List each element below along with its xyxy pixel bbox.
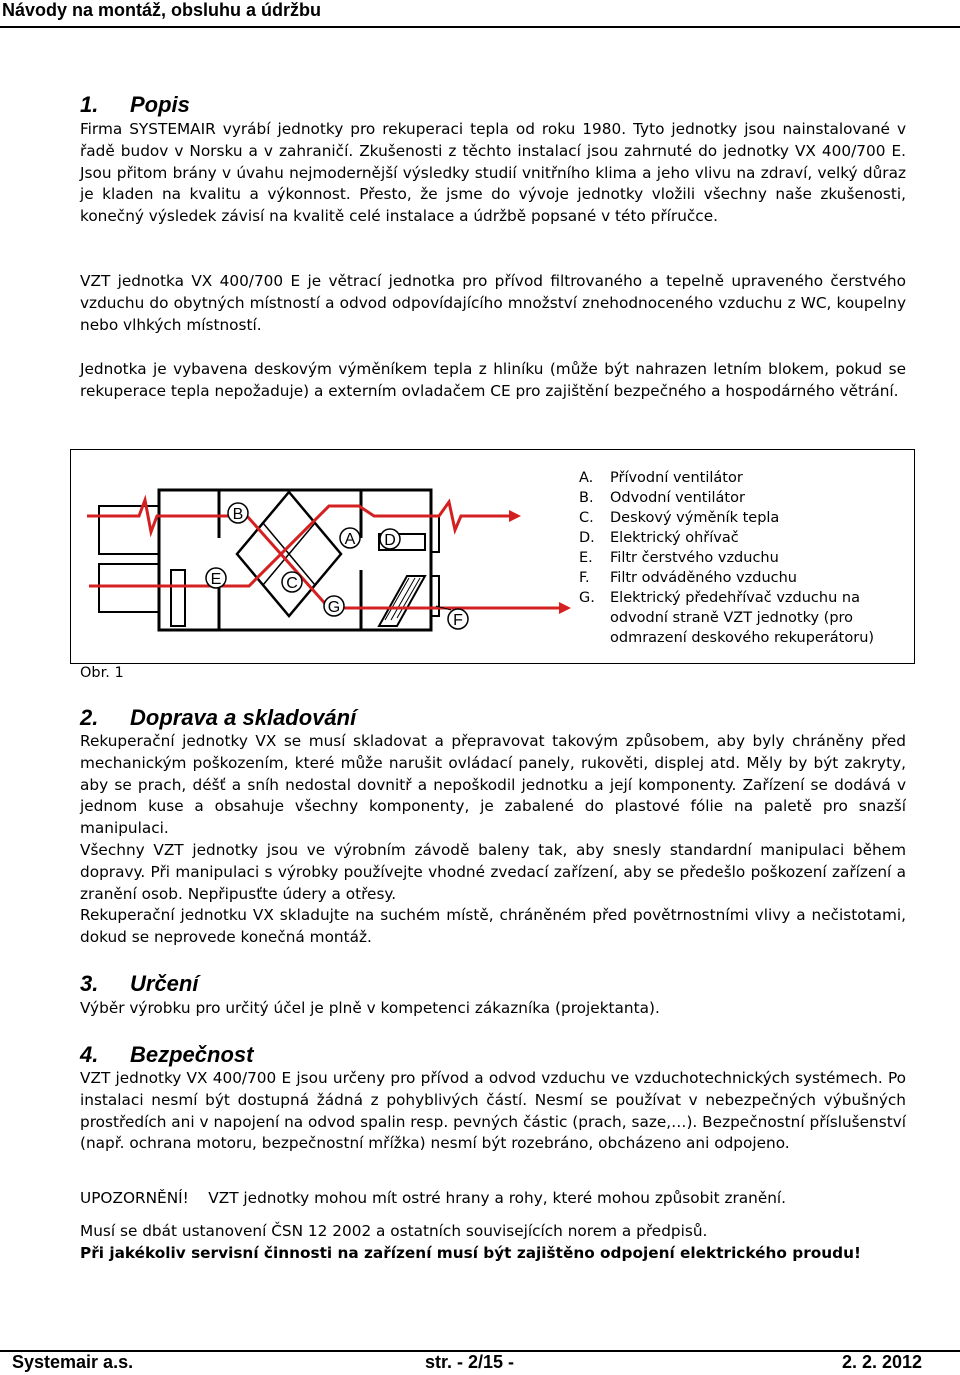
legend-item: G. Elektrický předehřívač vzduchu na odvodní straně VZT jednotky (pro odmrazení deskového rekuperátoru): [579, 590, 875, 646]
legend-item: A. Přívodní ventilátor: [579, 470, 743, 486]
section-3-heading: [80, 971, 906, 997]
section-1-paragraph-1: Firma SYSTEMAIR vyrábí jednotky pro rekuperaci tepla od roku 1980. Tyto jednotky jsou nainstalované v řadě budov v Norsku a v zahraničí. Zkušenosti z těchto instalací jsou zahrnuté do jednotky VX 400/700 E. Jsou přitom brány v úvahu nejmodernější výsledky studií vnitřního klima a jeho vlivu na zdraví, velký důraz je kladen na kvalitu a výkonnost. Přesto, že jsme do vývoje jednotky vložili všechny naše zkušenosti, konečný výsledek závisí na kvalitě celé instalace a údržbě popsané v této příručce.: [80, 120, 906, 226]
section-2-title: Doprava a skladování: [130, 705, 357, 730]
section-1-heading: [80, 92, 906, 118]
section-1-title: Popis: [130, 92, 190, 117]
label-b: B: [232, 506, 244, 523]
footer-company: Systemair a.s.: [12, 1352, 134, 1372]
hatch-line: [385, 578, 409, 620]
airflow-supply-arrow: [509, 510, 521, 522]
section-2-paragraph-2: Všechny VZT jednotky jsou ve výrobním závodě baleny tak, aby snesly standardní manipulaci během dopravy. Při manipulaci s výrobky používejte vhodné zvedací zařízení, aby se předešlo poškození zařízení a zranění osob. Nepřipusťte údery a otřesy.: [80, 840, 906, 903]
section-1-number: 1.: [80, 92, 99, 117]
footer-page: str. - 2/15 -: [425, 1352, 515, 1372]
header-title: Návody na montáž, obsluhu a údržbu: [2, 0, 322, 20]
section-4-paragraph-2: Musí se dbát ustanovení ČSN 12 2002 a ostatních souvisejících norem a předpisů.: [80, 1222, 708, 1240]
label-c: C: [286, 575, 298, 592]
section-1-p2-block: [80, 271, 906, 336]
section-4-paragraph-1: VZT jednotky VX 400/700 E jsou určeny pro přívod a odvod vzduchu ve vzduchotechnických systémech. Po instalaci nesmí být dostupná žádná z pohyblivých částí. Nesmí se používat v nebezpečných výbušných prostředích ani v napojení na odvod spalin resp. pevných částic (prach, saze,…). Bezpečnostní příslušenství (např. ochrana motoru, bezpečnostní mřížka) nesmí být rozebráno, obcházeno ani odpojeno.: [80, 1069, 906, 1153]
section-4-body: [80, 1068, 906, 1155]
legend-item: F. Filtr odváděného vzduchu: [579, 570, 797, 586]
figure-caption: Obr. 1: [80, 665, 124, 681]
duct-left-bottom: [99, 564, 159, 612]
legend-item: B. Odvodní ventilátor: [579, 490, 745, 506]
section-2-heading: [80, 705, 906, 731]
filter-e-shape: [171, 570, 185, 626]
label-g: G: [327, 599, 341, 616]
section-4-title: Bezpečnost: [130, 1042, 254, 1067]
figure-legend: [579, 468, 899, 648]
legend-item: D. Elektrický ohřívač: [579, 530, 739, 546]
warning-line: [80, 1188, 906, 1210]
page-header: [0, 0, 960, 28]
label-d: D: [384, 532, 396, 549]
section-2-number: 2.: [80, 705, 99, 730]
figure-box: [70, 449, 915, 664]
section-2-paragraph-1: Rekuperační jednotky VX se musí skladovat a přepravovat takovým způsobem, aby byly chráněny před mechanickým poškozením, které může narušit ovládací panely, rukověti, displej atd. Měly by být zakryty, aby se prach, déšť a sníh nedostal dovnitř a nepoškodil jednotku a její komponenty. Zařízení se dodává v jednom kuse a obsahuje všechny komponenty, je zabalené do plastové fólie na paletě pro snazší manipulaci.: [80, 732, 906, 838]
airflow-exhaust-arrow: [559, 602, 571, 614]
section-1-paragraph-3: Jednotka je vybavena deskovým výměníkem tepla z hliníku (může být nahrazen letním blokem, pokud se rekuperace tepla nepožaduje) a externím ovladačem CE pro zajištění bezpečného a hospodárného větrání.: [80, 360, 906, 400]
section-4: [80, 1042, 906, 1068]
section-1-paragraph-2: VZT jednotka VX 400/700 E je větrací jednotka pro přívod filtrovaného a tepelně upraveného čerstvého vzduchu do obytných místností a odvod odpovídajícího množství znehodnoceného vzduchu z WC, koupelny nebo vlhkých místností.: [80, 272, 906, 334]
section-3: [80, 971, 906, 997]
section-1: [80, 92, 906, 118]
unit-diagram: [79, 458, 579, 658]
label-f: F: [453, 612, 463, 629]
section-4-paragraph-3: Při jakékoliv servisní činnosti na zařízení musí být zajištěno odpojení elektrického proudu!: [80, 1243, 861, 1262]
section-2-paragraph-3: Rekuperační jednotku VX skladujte na suchém místě, chráněném před povětrnostními vlivy a nečistotami, dokud se neprovede konečná montáž.: [80, 906, 906, 947]
section-3-paragraph-1: Výběr výrobku pro určitý účel je plně v kompetenci zákazníka (projektanta).: [80, 999, 660, 1017]
section-3-title: Určení: [130, 971, 199, 996]
legend-item: C. Deskový výměník tepla: [579, 510, 780, 526]
section-1-p1-block: [80, 119, 906, 228]
hatch-line: [397, 578, 420, 618]
legend-item: E. Filtr čerstvého vzduchu: [579, 550, 779, 566]
warning-text: VZT jednotky mohou mít ostré hrany a rohy, které mohou způsobit zranění.: [208, 1189, 787, 1207]
section-4-number: 4.: [80, 1042, 99, 1067]
section-3-body: [80, 998, 906, 1020]
footer-date: 2. 2. 2012: [842, 1352, 923, 1372]
section-3-number: 3.: [80, 971, 99, 996]
label-e: E: [210, 571, 222, 588]
section-2: [80, 705, 906, 731]
label-a: A: [344, 531, 356, 548]
section-2-body: [80, 731, 906, 949]
section-4-heading: [80, 1042, 906, 1068]
section-1-p3-block: [80, 359, 906, 403]
section-4-notes: [80, 1221, 906, 1265]
warning-label: UPOZORNĚNÍ!: [80, 1189, 189, 1207]
